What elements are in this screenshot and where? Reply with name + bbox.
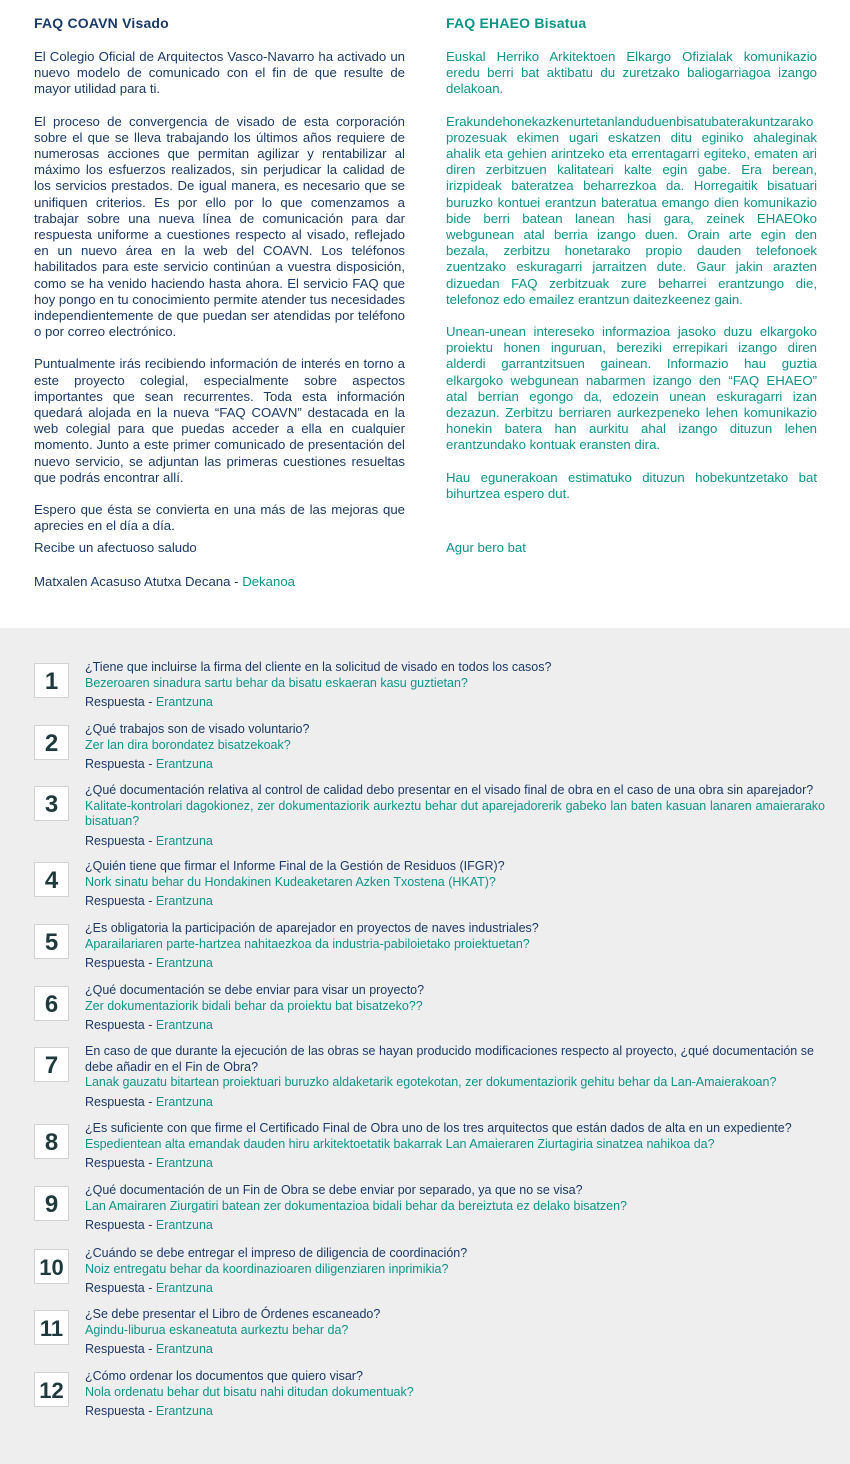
- faq-question-eu: Zer dokumentaziorik bidali behar da proiektu bat bisatzeko??: [85, 998, 423, 1013]
- answer-separator: -: [144, 1281, 156, 1295]
- faq-list: [0, 628, 850, 1464]
- basque-paragraph-1: Euskal Herriko Arkitektoen Elkargo Ofizialak komunikazio eredu berri bat aktibatu du zuretzako baliogarriagoa izango delakoan.: [446, 49, 817, 97]
- answer-label-es[interactable]: Respuesta: [85, 956, 145, 970]
- spanish-paragraph-1: El Colegio Oficial de Arquitectos Vasco-Navarro ha activado un nuevo modelo de comunicado con el fin de que resulte de mayor utilidad para ti.: [34, 49, 405, 97]
- faq-number: 7: [34, 1047, 69, 1082]
- spanish-salutation: Recibe un afectuoso saludo: [34, 540, 197, 555]
- answer-label-eu[interactable]: Erantzuna: [155, 757, 213, 771]
- faq-question-eu: Nork sinatu behar du Hondakinen Kudeaketaren Azken Txostena (HKAT)?: [85, 874, 496, 889]
- faq-number: 2: [34, 725, 69, 760]
- answer-label-eu[interactable]: Erantzuna: [155, 695, 213, 709]
- signature-name: Matxalen Acasuso Atutxa Decana: [34, 574, 231, 589]
- faq-question-eu: Lanak gauzatu bitartean proiektuari buruzko aldaketarik egotekotan, zer dokumentaziorik gehitu behar da Lan-Amaierakoan?: [85, 1075, 777, 1089]
- answer-label-es[interactable]: Respuesta: [85, 695, 145, 709]
- answer-separator: -: [144, 833, 156, 848]
- faq-answer-link[interactable]: [85, 1018, 825, 1034]
- basque-paragraph-2: Erakundehonekazkenurtetanlanduduenbisatubaterakuntzarako prozesuak ekimen ugari eskatzen ditu eginiko ahaleginak ahalik eta gehien arintzeko eta errentagarri egiteko, ematen ari diren zerbitzuen kalitateari kalte egin gabe. Era berean, irizpideak bateratzea beharrezkoa da. Horregaitik bisatuari buruzko kontuei erantzun bateratua emango dien komunikazio bide berri batean lanean hasi gara, zeinek EHAEOko webgunean atal berria izango duen. Orain arte egin den bezala, zerbitzu honetarako propio dauden telefonoek zuentzako eskuragarri jarraitzen dute. Gaur jakin arazten dizuedan FAQ zerbitzuak zure beharrei erantzungo die, telefonoz edo emailez erantzun daitezkeenez gain.: [446, 113, 817, 307]
- signature-separator: -: [230, 574, 243, 589]
- faq-answer-link[interactable]: [85, 1156, 825, 1172]
- signature: [34, 574, 405, 590]
- answer-label-eu[interactable]: Erantzuna: [155, 1404, 213, 1418]
- spanish-paragraph-4: Espero que ésta se convierta en una más de las mejoras que aprecies en el día a día.: [34, 502, 405, 534]
- faq-question-es: ¿Es obligatoria la participación de aparejador en proyectos de naves industriales?: [85, 921, 539, 935]
- answer-label-es[interactable]: Respuesta: [85, 757, 145, 771]
- faq-question-eu: Aparailariaren parte-hartzea nahitaezkoa da industria-pabiloietako proiektuetan?: [85, 936, 530, 951]
- answer-label-es[interactable]: Respuesta: [85, 1156, 145, 1170]
- faq-question-eu: Agindu-liburua eskaneatuta aurkeztu behar da?: [85, 1322, 349, 1337]
- spanish-paragraph-2: El proceso de convergencia de visado de esta corporación sobre el que se lleva trabajando los últimos años requiere de numerosas acciones que permitan agilizar y rentabilizar al máximo los esfuerzos realizados, sin perjudicar la calidad de los servicios prestados. De igual manera, es necesario que se unifiquen criterios. Es por ello por lo que comenzamos a trabajar sobre una nueva línea de comunicación para dar respuesta uniforme a cuestiones respecto al visado, reflejado en un nuevo área en la web del COAVN. Los teléfonos habilitados para este servicio continúan a vuestra disposición, como se ha venido haciendo hasta ahora. El servicio FAQ que hoy pongo en tu conocimiento permite atender tus necesidades independientemente de que puedan ser atendidas por teléfono o por correo electrónico.: [34, 113, 405, 340]
- faq-number: 8: [34, 1124, 69, 1159]
- spanish-title: FAQ COAVN Visado: [34, 15, 169, 31]
- answer-separator: -: [144, 1404, 156, 1418]
- faq-number: 12: [34, 1372, 69, 1407]
- answer-label-es[interactable]: Respuesta: [85, 1094, 145, 1109]
- answer-label-eu[interactable]: Erantzuna: [155, 1094, 213, 1109]
- answer-label-eu[interactable]: Erantzuna: [155, 956, 213, 970]
- faq-answer-link[interactable]: [85, 1218, 825, 1234]
- faq-number: 1: [34, 663, 69, 698]
- faq-number: 5: [34, 924, 69, 959]
- faq-answer-link[interactable]: [85, 834, 825, 850]
- faq-answer-link[interactable]: [85, 1404, 825, 1420]
- answer-separator: -: [144, 1218, 156, 1232]
- faq-question-eu: Kalitate-kontrolari dagokionez, zer dokumentaziorik aurkeztu behar dut aparejadorerik gabeko lan baten kasuan lanaren amaierarako bisatuan?: [85, 798, 825, 828]
- answer-separator: -: [144, 894, 156, 908]
- faq-number: 11: [34, 1310, 69, 1345]
- faq-number: 3: [34, 786, 69, 821]
- answer-label-eu[interactable]: Erantzuna: [155, 1281, 213, 1295]
- answer-label-eu[interactable]: Erantzuna: [155, 1156, 213, 1170]
- answer-label-eu[interactable]: Erantzuna: [155, 1018, 213, 1032]
- answer-label-es[interactable]: Respuesta: [85, 894, 145, 908]
- letter-section: [0, 0, 850, 628]
- basque-column: [446, 14, 817, 555]
- answer-separator: -: [144, 1094, 156, 1109]
- faq-number: 10: [34, 1249, 69, 1284]
- basque-salutation: Agur bero bat: [446, 540, 526, 555]
- answer-label-es[interactable]: Respuesta: [85, 1342, 145, 1356]
- faq-question-es: ¿Tiene que incluirse la firma del cliente en la solicitud de visado en todos los casos?: [85, 660, 552, 674]
- faq-answer-link[interactable]: [85, 956, 825, 972]
- signature-role: Dekanoa: [242, 574, 295, 589]
- answer-separator: -: [144, 695, 156, 709]
- faq-question-es: ¿Se debe presentar el Libro de Órdenes escaneado?: [85, 1307, 381, 1321]
- faq-answer-link[interactable]: [85, 1281, 825, 1297]
- spanish-column: [34, 14, 405, 589]
- faq-answer-link[interactable]: [85, 695, 825, 711]
- basque-paragraph-3: Unean-unean intereseko informazioa jasoko duzu elkargoko proiektu honen inguruan, bereziki errepikari izango diren alderdi garrantzitsuen gainean. Informazio hau guztia elkargoko webgunean nabarmen izango den “FAQ EHAEO” atal berrian egongo da, edozein unean eskuragarri izan dezazun. Zerbitzu berriaren aurkezpeneko lehen komunikazio honekin batera han aurkitu ahal izango dituzun lehen erantzundako kontuak eransten dira.: [446, 324, 817, 453]
- answer-label-eu[interactable]: Erantzuna: [155, 833, 213, 848]
- answer-separator: -: [144, 757, 156, 771]
- answer-separator: -: [144, 1342, 156, 1356]
- faq-question-es: ¿Qué documentación de un Fin de Obra se debe enviar por separado, ya que no se visa?: [85, 1183, 583, 1197]
- answer-label-eu[interactable]: Erantzuna: [155, 1218, 213, 1232]
- answer-label-eu[interactable]: Erantzuna: [155, 1342, 213, 1356]
- answer-label-es[interactable]: Respuesta: [85, 1281, 145, 1295]
- answer-label-es[interactable]: Respuesta: [85, 1218, 145, 1232]
- faq-number: 9: [34, 1186, 69, 1221]
- answer-separator: -: [144, 1156, 156, 1170]
- faq-question-eu: Espedientean alta emandak dauden hiru arkitektoetatik bakarrak Lan Amaieraren Ziurtagiria sinatzea nahikoa da?: [85, 1136, 715, 1151]
- faq-question-es: ¿Qué documentación relativa al control de calidad debo presentar en el visado final de obra en el caso de una obra sin aparejador?: [85, 783, 814, 797]
- faq-question-es: ¿Cuándo se debe entregar el impreso de diligencia de coordinación?: [85, 1246, 468, 1260]
- faq-answer-link[interactable]: [85, 894, 825, 910]
- answer-separator: -: [144, 956, 156, 970]
- answer-label-es[interactable]: Respuesta: [85, 1404, 145, 1418]
- faq-answer-link[interactable]: [85, 1095, 825, 1111]
- answer-separator: -: [144, 1018, 156, 1032]
- faq-question-eu: Nola ordenatu behar dut bisatu nahi ditudan dokumentuak?: [85, 1384, 414, 1399]
- faq-question-eu: Zer lan dira borondatez bisatzekoak?: [85, 737, 291, 752]
- faq-question-es: ¿Qué documentación se debe enviar para visar un proyecto?: [85, 983, 425, 997]
- faq-number: 4: [34, 862, 69, 897]
- faq-question-eu: Bezeroaren sinadura sartu behar da bisatu eskaeran kasu guztietan?: [85, 675, 468, 690]
- faq-question-es: En caso de que durante la ejecución de las obras se hayan producido modificaciones respecto al proyecto, ¿qué documentación se debe añadir en el Fin de Obra?: [85, 1044, 814, 1074]
- answer-label-es[interactable]: Respuesta: [85, 1018, 145, 1032]
- faq-question-es: ¿Qué trabajos son de visado voluntario?: [85, 722, 310, 736]
- faq-answer-link[interactable]: [85, 1342, 825, 1358]
- faq-question-es: ¿Quién tiene que firmar el Informe Final de la Gestión de Residuos (IFGR)?: [85, 859, 505, 873]
- faq-question-eu: Noiz entregatu behar da koordinazioaren diligenziaren inprimikia?: [85, 1261, 449, 1276]
- basque-paragraph-4: Hau egunerakoan estimatuko dituzun hobekuntzetako bat bihurtzea espero dut.: [446, 469, 817, 501]
- spanish-paragraph-3: Puntualmente irás recibiendo información de interés en torno a este proyecto colegial, especialmente sobre aspectos importantes que sean recurrentes. Toda esta información quedará alojada en la nueva “FAQ COAVN” destacada en la web colegial para que puedas acceder a ella en cualquier momento. Junto a este primer comunicado de presentación del nuevo servicio, se adjuntan las primeras cuestiones resueltas que podrás encontrar allí.: [34, 356, 405, 485]
- answer-label-eu[interactable]: Erantzuna: [155, 894, 213, 908]
- faq-question-es: ¿Cómo ordenar los documentos que quiero visar?: [85, 1369, 363, 1383]
- faq-number: 6: [34, 986, 69, 1021]
- answer-label-es[interactable]: Respuesta: [85, 833, 145, 848]
- faq-question-eu: Lan Amairaren Ziurgatiri batean zer dokumentazioa bidali behar da bereiztuta ez delako bisatzen?: [85, 1198, 627, 1213]
- faq-question-es: ¿Es suficiente con que firme el Certificado Final de Obra uno de los tres arquitectos que están dados de alta en un expediente?: [85, 1121, 792, 1135]
- basque-title: FAQ EHAEO Bisatua: [446, 15, 587, 31]
- faq-answer-link[interactable]: [85, 757, 825, 773]
